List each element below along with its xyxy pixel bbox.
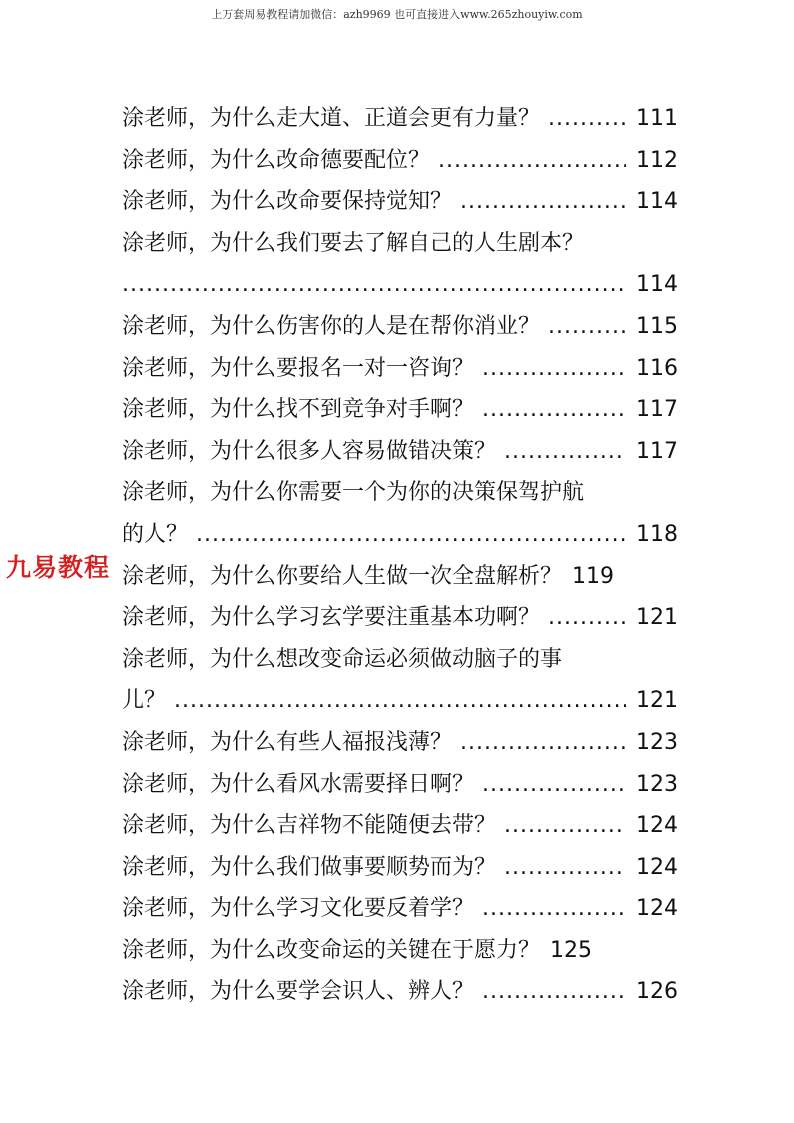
toc-dot-leader <box>548 98 626 140</box>
toc-entry[interactable] <box>122 764 678 806</box>
toc-entry-title: 涂老师，为什么学习文化要反着学？ <box>122 896 475 922</box>
toc-entry-title: 涂老师，为什么你要给人生做一次全盘解析？ <box>122 563 563 589</box>
toc-entry-title: 涂老师，为什么走大道、正道会更有力量？ <box>122 106 541 131</box>
toc-dot-leader <box>504 847 626 889</box>
toc-dot-leader <box>174 680 626 722</box>
toc-entry-page: 124 <box>636 896 678 922</box>
toc-entry-continuation[interactable] <box>122 514 678 556</box>
toc-entry-page: 118 <box>636 521 678 547</box>
toc-entry[interactable] <box>122 472 678 514</box>
toc-entry-page: 126 <box>636 979 678 1005</box>
toc-entry-page: 124 <box>636 813 678 839</box>
toc-entry-title: 涂老师，为什么改变命运的关键在于愿力？ <box>122 937 541 963</box>
toc-entry-title: 涂老师，为什么吉祥物不能随便去带？ <box>122 813 497 839</box>
toc-entry-title: 涂老师，为什么看风水需要择日啊？ <box>122 771 475 797</box>
toc-entry-title: 涂老师，为什么我们要去了解自己的人生剧本？ <box>122 230 585 256</box>
toc-dot-leader <box>548 306 626 348</box>
toc-dot-leader <box>504 431 626 473</box>
toc-dot-leader <box>196 514 626 556</box>
toc-entry-title: 涂老师，为什么有些人福报浅薄？ <box>122 729 453 755</box>
toc-entry-title: 涂老师，为什么想改变命运必须做动脑子的事 <box>122 646 563 672</box>
toc-entry-title: 涂老师，为什么要学会识人、辨人？ <box>122 979 475 1005</box>
toc-entry-page: 125 <box>550 937 593 963</box>
toc-entry[interactable] <box>122 389 678 431</box>
toc-entry-continuation[interactable] <box>122 680 678 722</box>
toc-entry[interactable] <box>122 888 678 930</box>
toc-entry-page: 117 <box>636 438 678 464</box>
toc-entry[interactable] <box>122 805 678 847</box>
toc-dot-leader <box>482 971 626 1013</box>
toc-dot-leader <box>504 805 626 847</box>
toc-dot-leader <box>460 181 626 223</box>
toc-dot-leader <box>438 140 626 182</box>
toc-entry-page: 119 <box>572 563 615 589</box>
toc-entry[interactable] <box>122 722 678 764</box>
toc-entry-page: 111 <box>636 106 678 131</box>
toc-entry[interactable] <box>122 556 678 598</box>
toc-entry-title: 涂老师，为什么找不到竞争对手啊？ <box>122 397 475 423</box>
toc-dot-leader <box>482 348 626 390</box>
toc-entry-title: 涂老师，为什么改命德要配位？ <box>122 147 431 173</box>
toc-entry-page: 112 <box>636 147 678 173</box>
toc-entry[interactable] <box>122 140 678 182</box>
toc-entry-page: 123 <box>636 729 678 755</box>
toc-entry-title: 涂老师，为什么你需要一个为你的决策保驾护航 <box>122 480 585 506</box>
toc-entry-page: 123 <box>636 771 678 797</box>
toc-entry-page: 114 <box>636 272 678 298</box>
toc-entry[interactable] <box>122 639 678 681</box>
toc-entry-title: 涂老师，为什么要报名一对一咨询？ <box>122 355 475 381</box>
toc-entry[interactable] <box>122 971 678 1013</box>
toc-dot-leader <box>460 722 626 764</box>
toc-entry-page: 114 <box>636 189 678 215</box>
toc-entry[interactable] <box>122 847 678 889</box>
toc-entry-page: 121 <box>636 605 678 631</box>
toc-entry-title: 涂老师，为什么改命要保持觉知？ <box>122 189 453 215</box>
toc-entry-continuation[interactable] <box>122 264 678 306</box>
toc-entry-page: 116 <box>636 355 678 381</box>
toc-entry-title: 儿？ <box>122 688 167 714</box>
toc-entry-page: 117 <box>636 397 678 423</box>
table-of-contents <box>122 98 678 1013</box>
toc-dot-leader <box>482 888 626 930</box>
toc-entry-title: 的人？ <box>122 521 189 547</box>
toc-entry[interactable] <box>122 98 678 140</box>
toc-dot-leader <box>482 389 626 431</box>
toc-entry-page: 115 <box>636 313 678 339</box>
watermark-logo: 九易教程 <box>6 553 111 582</box>
toc-dot-leader <box>122 264 626 306</box>
toc-entry[interactable] <box>122 930 678 972</box>
toc-entry[interactable] <box>122 597 678 639</box>
toc-entry-title: 涂老师，为什么伤害你的人是在帮你消业？ <box>122 313 541 339</box>
toc-entry[interactable] <box>122 348 678 390</box>
toc-entry-title: 涂老师，为什么很多人容易做错决策？ <box>122 438 497 464</box>
toc-entry[interactable] <box>122 223 678 265</box>
toc-entry-page: 121 <box>636 688 678 714</box>
toc-dot-leader <box>482 764 626 806</box>
toc-dot-leader <box>548 597 626 639</box>
page-header-promo: 上万套周易教程请加微信：azh9969 也可直接进入www.265zhouyiw.com <box>211 8 583 21</box>
toc-entry-title: 涂老师，为什么学习玄学要注重基本功啊？ <box>122 605 541 631</box>
toc-entry[interactable] <box>122 431 678 473</box>
toc-entry[interactable] <box>122 306 678 348</box>
toc-entry-title: 涂老师，为什么我们做事要顺势而为？ <box>122 854 497 880</box>
toc-entry-page: 124 <box>636 854 678 880</box>
toc-entry[interactable] <box>122 181 678 223</box>
